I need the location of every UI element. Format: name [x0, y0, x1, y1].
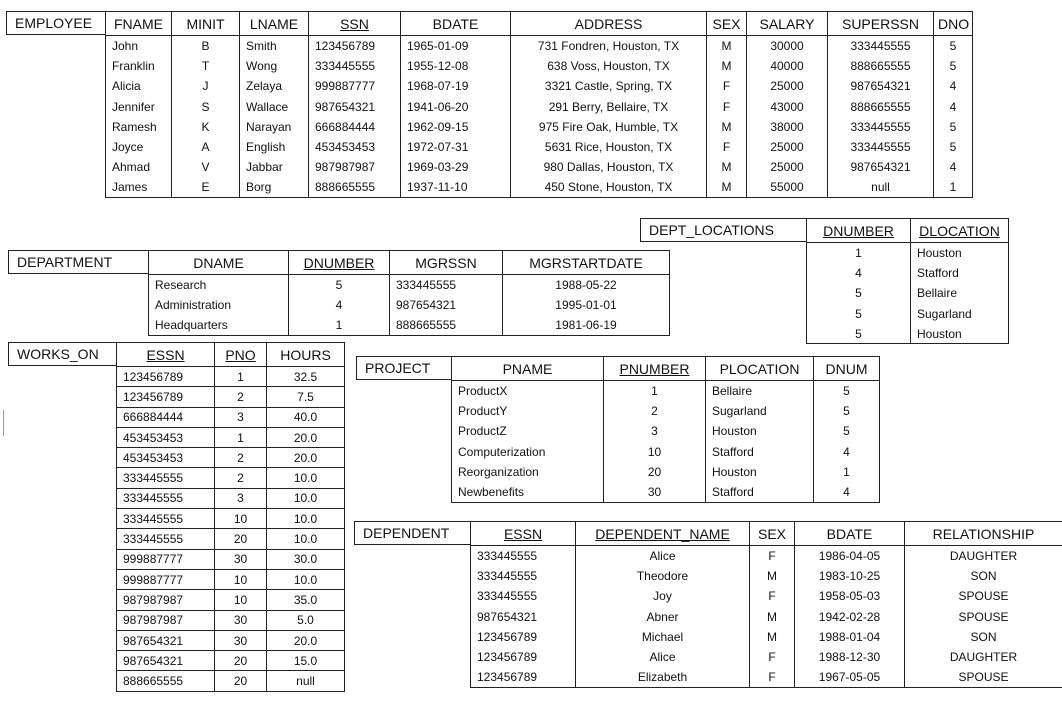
table-cell: 987654321	[117, 651, 215, 671]
table-cell: 291 Berry, Bellaire, TX	[511, 96, 707, 116]
department-col-header-mgrstartdate: MGRSTARTDATE	[503, 251, 670, 275]
table-cell: 1983-10-25	[795, 566, 905, 586]
department-col-header-dname: DNAME	[149, 251, 289, 275]
table-row	[807, 283, 1009, 303]
table-cell: M	[750, 627, 795, 647]
table-cell: John	[106, 36, 172, 56]
table-cell: F	[707, 76, 747, 96]
table-cell: 4	[934, 157, 973, 177]
table-cell: 333445555	[828, 137, 934, 157]
table-cell: M	[707, 157, 747, 177]
table-row	[452, 421, 880, 441]
table-cell: Joy	[576, 586, 750, 606]
table-cell: V	[172, 157, 240, 177]
table-cell: 987654321	[117, 630, 215, 650]
table-cell: Smith	[240, 36, 309, 56]
table-cell: 30	[215, 610, 267, 630]
table-cell: Joyce	[106, 137, 172, 157]
project-col-header-pname: PNAME	[452, 357, 604, 381]
table-cell: Reorganization	[452, 462, 604, 482]
table-cell: DAUGHTER	[905, 546, 1062, 566]
table-cell: 333445555	[828, 36, 934, 56]
table-cell: 987654321	[828, 76, 934, 96]
table-cell: 1	[215, 427, 267, 447]
works-on-col-header-essn: ESSN	[117, 343, 215, 367]
table-cell: B	[172, 36, 240, 56]
table-cell: 1942-02-28	[795, 606, 905, 626]
table-cell: Wallace	[240, 96, 309, 116]
table-cell: 888665555	[117, 671, 215, 691]
table-cell: 333445555	[117, 529, 215, 549]
table-cell: 731 Fondren, Houston, TX	[511, 36, 707, 56]
table-cell: Zelaya	[240, 76, 309, 96]
table-cell: Narayan	[240, 117, 309, 137]
employee-col-header-lname: LNAME	[240, 12, 309, 36]
employee-col-header-sex: SEX	[707, 12, 747, 36]
table-cell: Houston	[706, 421, 814, 441]
table-cell: Stafford	[911, 263, 1009, 283]
table-cell: 1941-06-20	[401, 96, 511, 116]
table-cell: 7.5	[267, 387, 345, 407]
table-cell: 1965-01-09	[401, 36, 511, 56]
table-row	[807, 324, 1009, 344]
table-cell: F	[750, 667, 795, 687]
employee-col-header-dno: DNO	[934, 12, 973, 36]
scan-artifact-line	[3, 410, 4, 436]
table-cell: 20	[215, 671, 267, 691]
table-cell: Bellaire	[706, 381, 814, 401]
table-cell: SON	[905, 627, 1062, 647]
dependent-col-header-sex: SEX	[750, 522, 795, 546]
table-cell: F	[750, 647, 795, 667]
table-cell: 4	[289, 295, 390, 315]
table-row	[117, 529, 345, 549]
works-on-table	[116, 342, 345, 692]
table-cell: Wong	[240, 56, 309, 76]
dependent-col-header-bdate: BDATE	[795, 522, 905, 546]
table-cell: 30	[604, 482, 706, 502]
table-cell: 10.0	[267, 569, 345, 589]
table-cell: 333445555	[117, 509, 215, 529]
table-cell: 32.5	[267, 367, 345, 387]
table-cell: 666884444	[117, 407, 215, 427]
table-cell: 5	[814, 421, 880, 441]
table-cell: SON	[905, 566, 1062, 586]
table-cell: 3	[604, 421, 706, 441]
table-row	[117, 569, 345, 589]
table-cell: F	[707, 137, 747, 157]
table-cell: 987654321	[309, 96, 401, 116]
table-cell: 5	[289, 275, 390, 295]
employee-table	[105, 11, 973, 198]
table-cell: 5631 Rice, Houston, TX	[511, 137, 707, 157]
table-cell: 123456789	[471, 647, 576, 667]
table-cell: M	[707, 36, 747, 56]
table-cell: M	[707, 178, 747, 198]
table-cell: 333445555	[828, 117, 934, 137]
table-cell: 1986-04-05	[795, 546, 905, 566]
table-row	[117, 468, 345, 488]
table-cell: 1955-12-08	[401, 56, 511, 76]
table-cell: 20	[215, 529, 267, 549]
table-cell: 987987987	[117, 590, 215, 610]
table-cell: 1	[604, 381, 706, 401]
table-cell: 1988-12-30	[795, 647, 905, 667]
table-cell: 980 Dallas, Houston, TX	[511, 157, 707, 177]
table-cell: 5	[934, 56, 973, 76]
table-cell: Computerization	[452, 441, 604, 461]
dependent-col-header-dependent-name: DEPENDENT_NAME	[576, 522, 750, 546]
table-row	[117, 590, 345, 610]
table-cell: 123456789	[117, 367, 215, 387]
table-row	[117, 367, 345, 387]
table-row	[117, 549, 345, 569]
table-cell: Abner	[576, 606, 750, 626]
employee-col-header-superssn: SUPERSSN	[828, 12, 934, 36]
table-cell: 25000	[747, 157, 828, 177]
dependent-col-header-relationship: RELATIONSHIP	[905, 522, 1062, 546]
table-row	[471, 647, 1062, 667]
table-cell: 3321 Castle, Spring, TX	[511, 76, 707, 96]
table-cell: M	[750, 606, 795, 626]
table-cell: 10	[215, 569, 267, 589]
table-cell: 453453453	[117, 448, 215, 468]
table-cell: 30	[215, 630, 267, 650]
table-cell: 2	[215, 468, 267, 488]
table-cell: 55000	[747, 178, 828, 198]
table-cell: 1962-09-15	[401, 117, 511, 137]
table-cell: 333445555	[471, 566, 576, 586]
table-cell: 10.0	[267, 509, 345, 529]
table-cell: SPOUSE	[905, 667, 1062, 687]
table-cell: 123456789	[471, 667, 576, 687]
table-row	[471, 546, 1062, 566]
table-row	[452, 441, 880, 461]
employee-col-header-minit: MINIT	[172, 12, 240, 36]
table-cell: 987654321	[471, 606, 576, 626]
table-cell: Houston	[911, 243, 1009, 263]
table-cell: 333445555	[309, 56, 401, 76]
table-cell: 5	[934, 117, 973, 137]
table-cell: 10.0	[267, 488, 345, 508]
table-cell: 1	[215, 367, 267, 387]
table-cell: 3	[215, 488, 267, 508]
table-cell: 123456789	[117, 387, 215, 407]
table-cell: 1	[934, 178, 973, 198]
table-cell: SPOUSE	[905, 606, 1062, 626]
table-cell: 30	[215, 549, 267, 569]
table-cell: 3	[215, 407, 267, 427]
table-cell: 1	[814, 462, 880, 482]
table-row	[117, 407, 345, 427]
table-cell: 1	[807, 243, 911, 263]
table-cell: 333445555	[471, 546, 576, 566]
table-row	[807, 243, 1009, 263]
department-col-header-dnumber: DNUMBER	[289, 251, 390, 275]
table-cell: 15.0	[267, 651, 345, 671]
table-cell: 10	[215, 509, 267, 529]
table-cell: 5	[934, 137, 973, 157]
table-cell: A	[172, 137, 240, 157]
employee-relation-name: EMPLOYEE	[6, 11, 106, 35]
table-cell: 5	[807, 324, 911, 344]
table-cell: SPOUSE	[905, 586, 1062, 606]
table-row	[117, 448, 345, 468]
table-cell: Alice	[576, 546, 750, 566]
table-cell: 1981-06-19	[503, 315, 670, 335]
table-cell: 1937-11-10	[401, 178, 511, 198]
table-cell: 35.0	[267, 590, 345, 610]
table-cell: F	[750, 546, 795, 566]
table-cell: 888665555	[828, 96, 934, 116]
table-row	[117, 651, 345, 671]
works-on-col-header-hours: HOURS	[267, 343, 345, 367]
table-cell: 43000	[747, 96, 828, 116]
table-cell: James	[106, 178, 172, 198]
table-cell: null	[828, 178, 934, 198]
table-row	[452, 462, 880, 482]
table-cell: F	[750, 586, 795, 606]
table-cell: 987987987	[117, 610, 215, 630]
table-row	[106, 96, 973, 116]
works-on-relation-name: WORKS_ON	[8, 342, 117, 366]
table-cell: 10	[604, 441, 706, 461]
table-cell: 888665555	[390, 315, 503, 335]
table-row	[117, 488, 345, 508]
table-row	[106, 76, 973, 96]
table-cell: 5.0	[267, 610, 345, 630]
table-cell: Sugarland	[911, 303, 1009, 323]
dependent-col-header-essn: ESSN	[471, 522, 576, 546]
table-cell: 20	[215, 651, 267, 671]
table-cell: 25000	[747, 76, 828, 96]
table-cell: 10.0	[267, 529, 345, 549]
table-cell: Houston	[911, 324, 1009, 344]
table-cell: 10	[215, 590, 267, 610]
table-row	[117, 610, 345, 630]
table-cell: Jabbar	[240, 157, 309, 177]
table-cell: M	[707, 56, 747, 76]
table-cell: ProductZ	[452, 421, 604, 441]
table-cell: 20.0	[267, 630, 345, 650]
table-cell: 333445555	[390, 275, 503, 295]
project-col-header-dnum: DNUM	[814, 357, 880, 381]
table-cell: Stafford	[706, 482, 814, 502]
table-cell: 888665555	[309, 178, 401, 198]
table-row	[471, 566, 1062, 586]
table-cell: 999887777	[117, 549, 215, 569]
table-row	[471, 667, 1062, 687]
table-cell: 1972-07-31	[401, 137, 511, 157]
table-row	[452, 482, 880, 502]
table-row	[807, 303, 1009, 323]
table-cell: 30.0	[267, 549, 345, 569]
department-table	[148, 250, 670, 336]
table-cell: 10.0	[267, 468, 345, 488]
table-cell: 333445555	[471, 586, 576, 606]
table-cell: 987654321	[390, 295, 503, 315]
table-cell: 123456789	[309, 36, 401, 56]
table-cell: Elizabeth	[576, 667, 750, 687]
table-cell: null	[267, 671, 345, 691]
table-cell: 2	[604, 401, 706, 421]
table-cell: 4	[807, 263, 911, 283]
table-cell: 1969-03-29	[401, 157, 511, 177]
employee-col-header-fname: FNAME	[106, 12, 172, 36]
dept-locations-col-header-dlocation: DLOCATION	[911, 219, 1009, 243]
table-cell: Franklin	[106, 56, 172, 76]
table-cell: Stafford	[706, 441, 814, 461]
table-cell: Ramesh	[106, 117, 172, 137]
table-cell: 1988-05-22	[503, 275, 670, 295]
table-cell: 1	[289, 315, 390, 335]
table-row	[471, 606, 1062, 626]
table-cell: 987987987	[309, 157, 401, 177]
dependent-table	[470, 521, 1062, 688]
table-row	[149, 275, 670, 295]
table-cell: 666884444	[309, 117, 401, 137]
table-cell: T	[172, 56, 240, 76]
table-cell: 975 Fire Oak, Humble, TX	[511, 117, 707, 137]
table-cell: 4	[934, 76, 973, 96]
table-row	[117, 630, 345, 650]
table-cell: 20.0	[267, 448, 345, 468]
table-cell: K	[172, 117, 240, 137]
table-cell: Michael	[576, 627, 750, 647]
dept-locations-col-header-dnumber: DNUMBER	[807, 219, 911, 243]
table-row	[106, 178, 973, 198]
table-row	[106, 157, 973, 177]
table-cell: 5	[934, 36, 973, 56]
table-cell: F	[707, 96, 747, 116]
table-row	[471, 586, 1062, 606]
table-cell: Sugarland	[706, 401, 814, 421]
table-row	[106, 56, 973, 76]
table-row	[149, 315, 670, 335]
table-cell: Borg	[240, 178, 309, 198]
table-cell: 333445555	[117, 468, 215, 488]
table-cell: Houston	[706, 462, 814, 482]
table-cell: 987654321	[828, 157, 934, 177]
employee-col-header-address: ADDRESS	[511, 12, 707, 36]
table-cell: ProductX	[452, 381, 604, 401]
table-cell: 2	[215, 387, 267, 407]
table-cell: M	[707, 117, 747, 137]
employee-col-header-ssn: SSN	[309, 12, 401, 36]
project-col-header-plocation: PLOCATION	[706, 357, 814, 381]
works-on-col-header-pno: PNO	[215, 343, 267, 367]
table-cell: 40000	[747, 56, 828, 76]
table-cell: 123456789	[471, 627, 576, 647]
table-cell: 5	[807, 303, 911, 323]
table-cell: 20	[604, 462, 706, 482]
table-cell: 40.0	[267, 407, 345, 427]
table-cell: 1995-01-01	[503, 295, 670, 315]
table-cell: 30000	[747, 36, 828, 56]
table-cell: 20.0	[267, 427, 345, 447]
project-table	[451, 356, 880, 503]
table-cell: ProductY	[452, 401, 604, 421]
table-cell: 5	[814, 381, 880, 401]
table-cell: 25000	[747, 137, 828, 157]
project-relation-name: PROJECT	[356, 356, 452, 380]
table-row	[106, 36, 973, 56]
table-cell: 5	[807, 283, 911, 303]
table-cell: Newbenefits	[452, 482, 604, 502]
table-row	[452, 401, 880, 421]
table-cell: Research	[149, 275, 289, 295]
table-cell: 453453453	[309, 137, 401, 157]
table-cell: M	[750, 566, 795, 586]
table-cell: 1967-05-05	[795, 667, 905, 687]
table-cell: 450 Stone, Houston, TX	[511, 178, 707, 198]
employee-col-header-salary: SALARY	[747, 12, 828, 36]
table-cell: 333445555	[117, 488, 215, 508]
table-row	[106, 117, 973, 137]
table-cell: 2	[215, 448, 267, 468]
table-cell: Bellaire	[911, 283, 1009, 303]
table-cell: Alicia	[106, 76, 172, 96]
table-cell: Theodore	[576, 566, 750, 586]
table-cell: 453453453	[117, 427, 215, 447]
table-cell: E	[172, 178, 240, 198]
table-cell: S	[172, 96, 240, 116]
table-cell: 999887777	[117, 569, 215, 589]
dept-locations-relation-name: DEPT_LOCATIONS	[640, 218, 807, 242]
dept-locations-table	[806, 218, 1009, 344]
table-cell: 1968-07-19	[401, 76, 511, 96]
table-cell: 1988-01-04	[795, 627, 905, 647]
table-row	[452, 381, 880, 401]
table-row	[106, 137, 973, 157]
table-cell: 4	[814, 482, 880, 502]
table-cell: 1958-05-03	[795, 586, 905, 606]
table-row	[807, 263, 1009, 283]
table-row	[117, 387, 345, 407]
table-cell: 4	[814, 441, 880, 461]
table-cell: Ahmad	[106, 157, 172, 177]
table-cell: Alice	[576, 647, 750, 667]
department-relation-name: DEPARTMENT	[8, 250, 150, 274]
table-cell: 999887777	[309, 76, 401, 96]
table-row	[149, 295, 670, 315]
table-cell: 888665555	[828, 56, 934, 76]
table-cell: J	[172, 76, 240, 96]
table-cell: DAUGHTER	[905, 647, 1062, 667]
table-cell: Administration	[149, 295, 289, 315]
table-cell: 638 Voss, Houston, TX	[511, 56, 707, 76]
table-cell: English	[240, 137, 309, 157]
employee-col-header-bdate: BDATE	[401, 12, 511, 36]
department-col-header-mgrssn: MGRSSN	[390, 251, 503, 275]
table-cell: Headquarters	[149, 315, 289, 335]
table-row	[471, 627, 1062, 647]
table-cell: 5	[814, 401, 880, 421]
table-cell: 38000	[747, 117, 828, 137]
table-cell: Jennifer	[106, 96, 172, 116]
dependent-relation-name: DEPENDENT	[354, 521, 471, 545]
project-col-header-pnumber: PNUMBER	[604, 357, 706, 381]
table-row	[117, 427, 345, 447]
table-row	[117, 509, 345, 529]
table-row	[117, 671, 345, 691]
table-cell: 4	[934, 96, 973, 116]
